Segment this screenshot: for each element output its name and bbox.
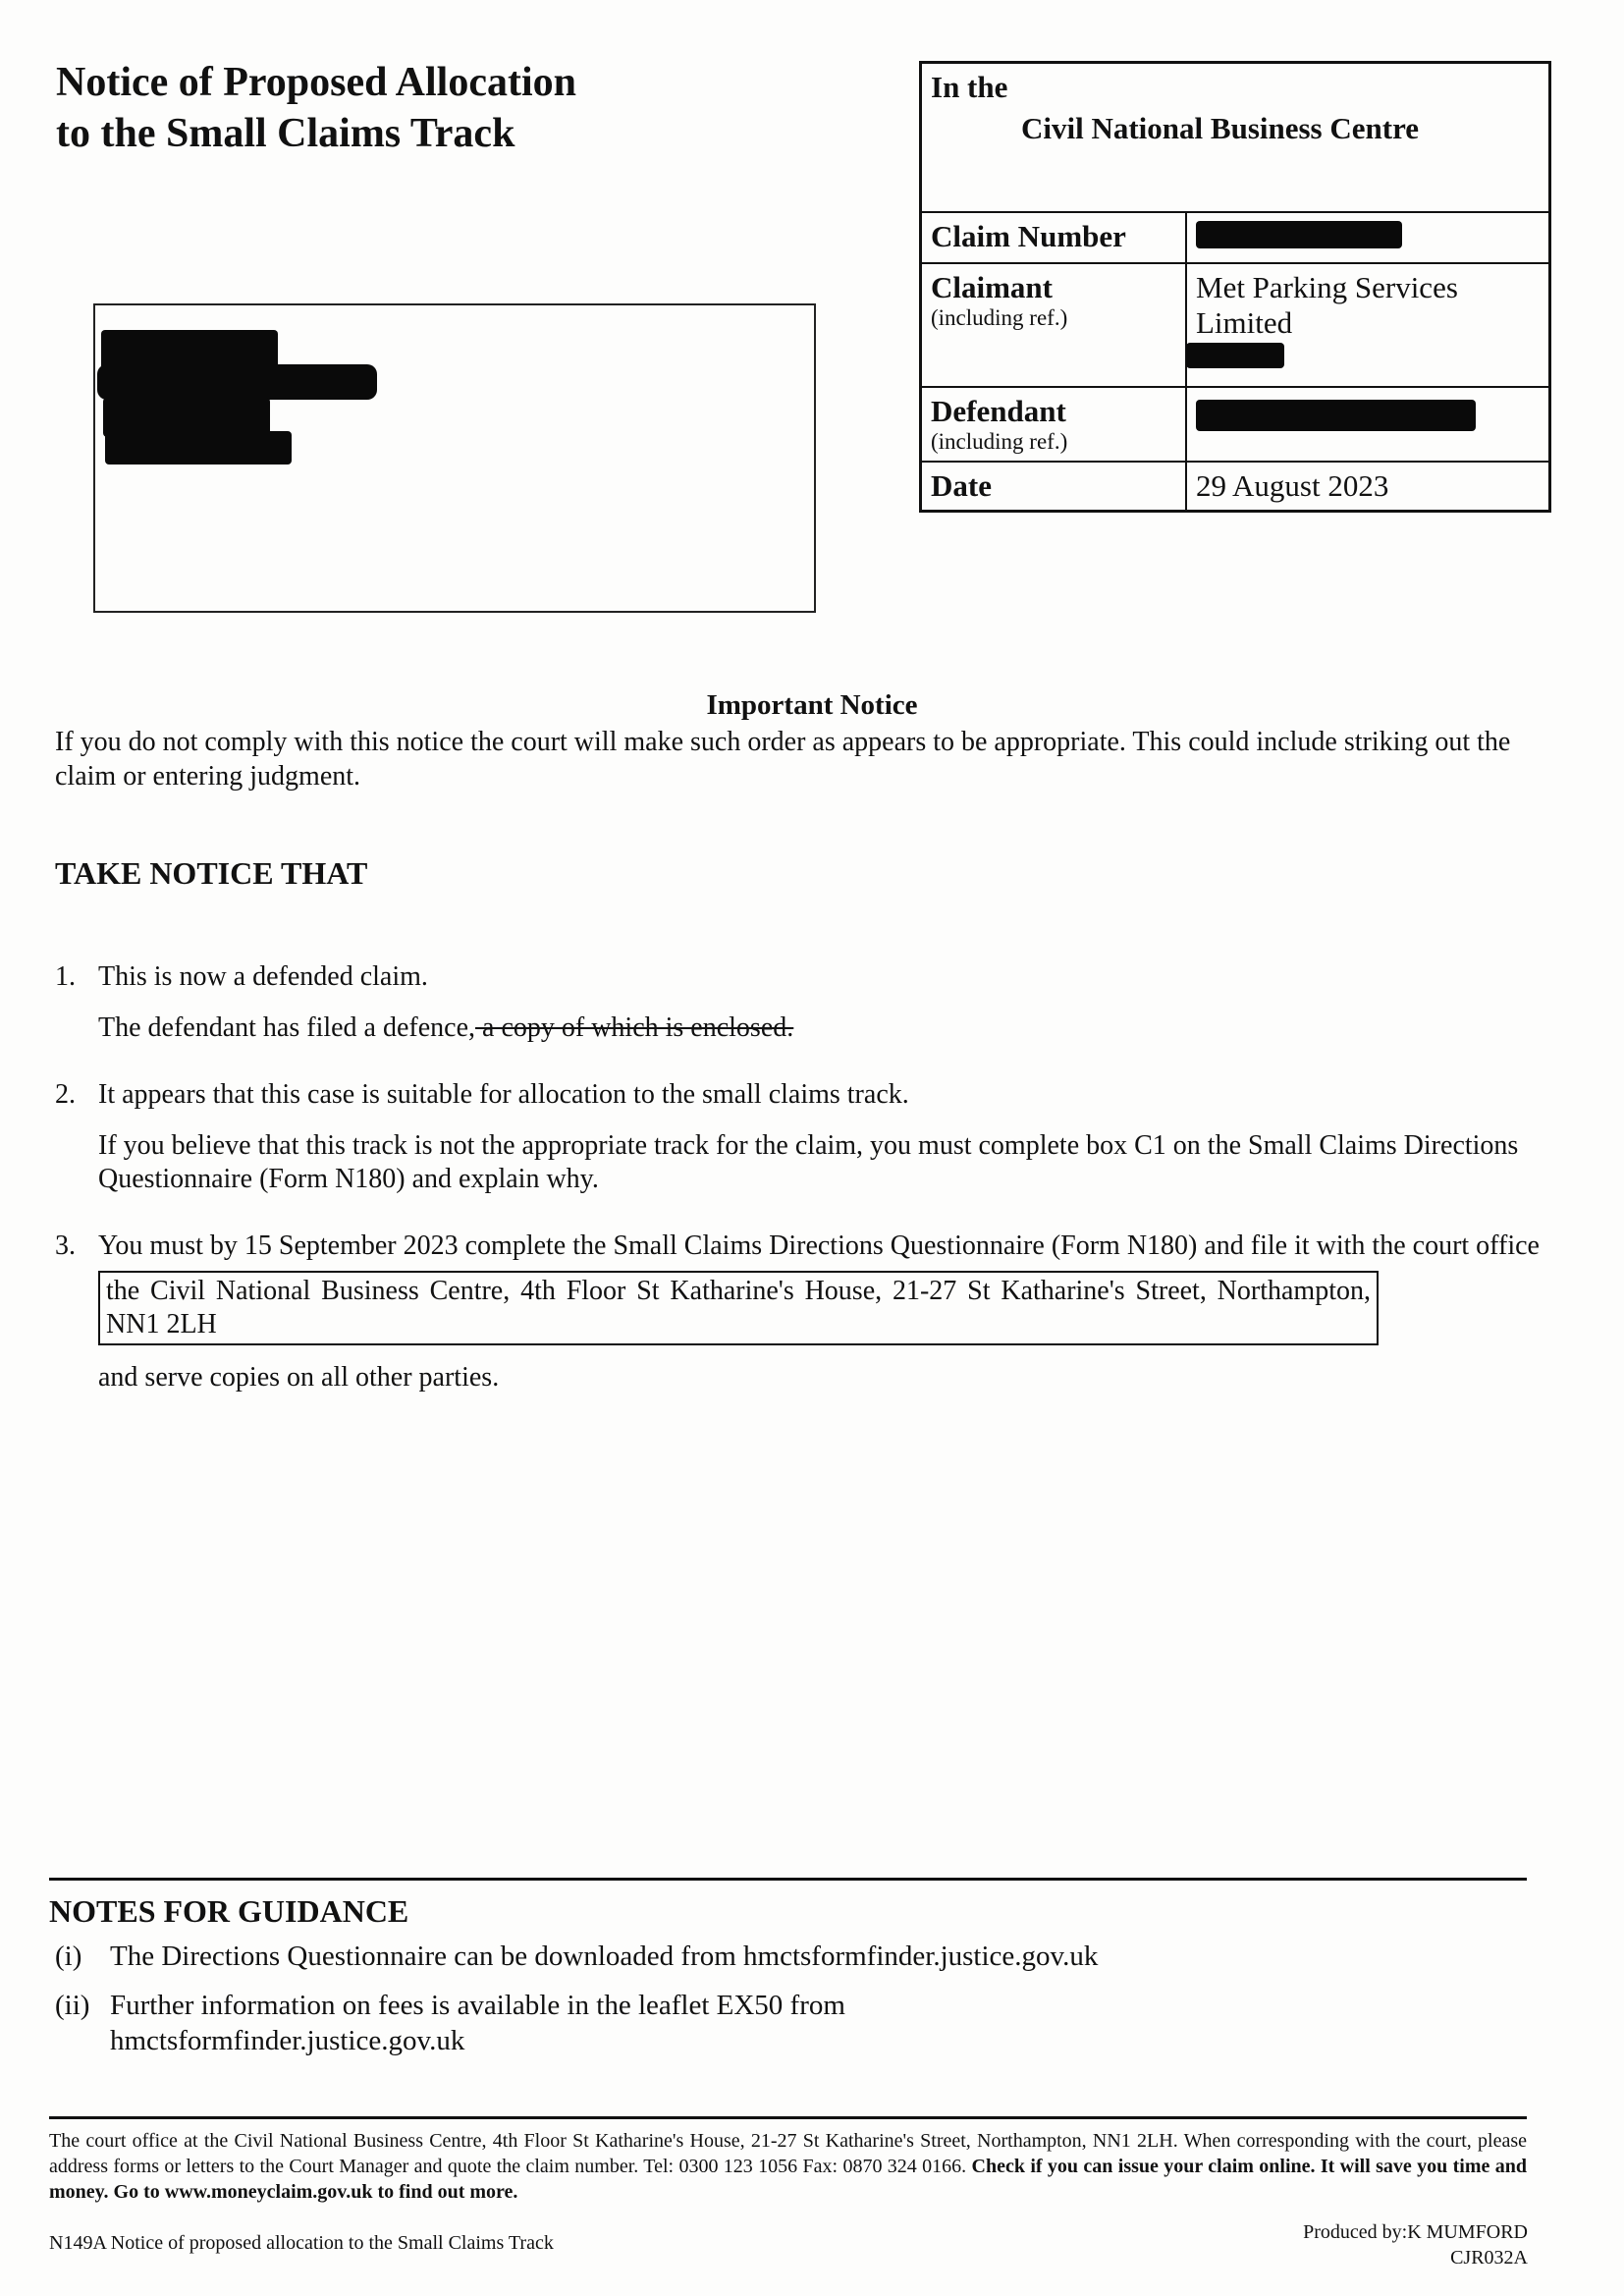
item-text: The defendant has filed a defence, — [98, 1012, 476, 1043]
list-item — [55, 1939, 1508, 1974]
claimant-value: Met Parking Services Limited — [1196, 270, 1458, 340]
item-text: and serve copies on all other parties. — [98, 1362, 500, 1393]
claimant-sub-label: (including ref.) — [931, 305, 1068, 330]
defendant-sub-label: (including ref.) — [931, 429, 1068, 454]
item-text: If you believe that this track is not the appropriate track for the claim, you must complete box C1 on the Small Claims Directions Questionnaire (Form N180) and explain why. — [98, 1130, 1519, 1194]
claim-number-value — [1186, 212, 1550, 263]
footer-contact — [49, 2128, 1527, 2205]
court-details-table — [919, 61, 1551, 513]
item-text: This is now a defended claim. — [98, 961, 428, 992]
important-notice-body: If you do not comply with this notice the court will make such order as appears to be appropriate. This could include striking out the claim or entering judgment. — [55, 727, 1511, 792]
divider — [49, 2116, 1527, 2119]
title-line-2: to the Small Claims Track — [56, 111, 515, 156]
claimant-row — [921, 263, 1550, 387]
notes-heading: NOTES FOR GUIDANCE — [49, 1893, 409, 1929]
divider — [49, 1878, 1527, 1881]
address-window — [93, 303, 816, 613]
redaction-mark — [1196, 400, 1476, 431]
item-text: You must by 15 September 2023 complete the Small Claims Directions Questionnaire (Form N180) and file it with the court office — [98, 1230, 1540, 1261]
claim-number-label: Claim Number — [921, 212, 1187, 263]
form-code: CJR032A — [1450, 2247, 1528, 2269]
page-title — [56, 57, 665, 159]
redaction-mark — [105, 431, 292, 465]
defendant-label: Defendant — [931, 394, 1066, 428]
produced-by: Produced by:K MUMFORD — [1303, 2221, 1528, 2243]
redaction-mark — [97, 364, 377, 400]
date-value: 29 August 2023 — [1186, 462, 1550, 512]
note-number: (ii) — [55, 1990, 90, 2021]
list-item — [55, 960, 1557, 1061]
note-number: (i) — [55, 1941, 82, 1972]
item-number: 3. — [55, 1230, 76, 1261]
item-number: 1. — [55, 961, 76, 992]
claim-number-row — [921, 212, 1550, 263]
take-notice-heading: TAKE NOTICE THAT — [55, 855, 368, 891]
important-notice-heading: Important Notice — [706, 689, 918, 721]
in-the-label: In the — [931, 70, 1008, 104]
footer-online-text: Check if you can issue your claim online. It will save you time and money. Go to www.moneyclaim.gov.uk to find out more. — [49, 2156, 1528, 2203]
item-number: 2. — [55, 1079, 76, 1110]
defendant-row — [921, 387, 1550, 462]
struck-text: a copy of which is enclosed. — [475, 1012, 794, 1043]
note-text: The Directions Questionnaire can be downloaded from hmctsformfinder.justice.gov.uk — [110, 1941, 1099, 1972]
list-item — [55, 1078, 1557, 1212]
title-line-1: Notice of Proposed Allocation — [56, 60, 577, 105]
footer-contact-text: The court office at the Civil National Business Centre, 4th Floor St Katharine's House, 21-27 St Katharine's Street, Northampton, NN1 2LH. When corresponding with the court, please address forms or letters to the Court Manager and quote the claim number. Tel: 0300 123 1056 Fax: 0870 324 0166. — [49, 2130, 1527, 2177]
produced-by-block — [1303, 2219, 1528, 2270]
note-text: Further information on fees is available in the leaflet EX50 from hmctsformfinder.justice.gov.uk — [110, 1990, 845, 2056]
redaction-mark — [1196, 221, 1402, 248]
list-item — [55, 1230, 1557, 1410]
date-label: Date — [921, 462, 1187, 512]
notice-items — [55, 960, 1557, 1428]
court-header-row — [921, 63, 1550, 213]
claimant-label: Claimant — [931, 270, 1053, 304]
defendant-value — [1186, 387, 1550, 462]
form-reference: N149A Notice of proposed allocation to the Small Claims Track — [49, 2232, 554, 2254]
date-row — [921, 462, 1550, 512]
redaction-mark — [1186, 343, 1284, 368]
notes-list — [55, 1939, 1508, 2072]
court-office-address: the Civil National Business Centre, 4th Floor St Katharine's House, 21-27 St Katharine's Street, Northampton, NN1 2LH — [98, 1271, 1379, 1345]
item-text: It appears that this case is suitable for allocation to the small claims track. — [98, 1079, 909, 1110]
list-item — [55, 1988, 1508, 2058]
court-name: Civil National Business Centre — [1021, 111, 1420, 145]
